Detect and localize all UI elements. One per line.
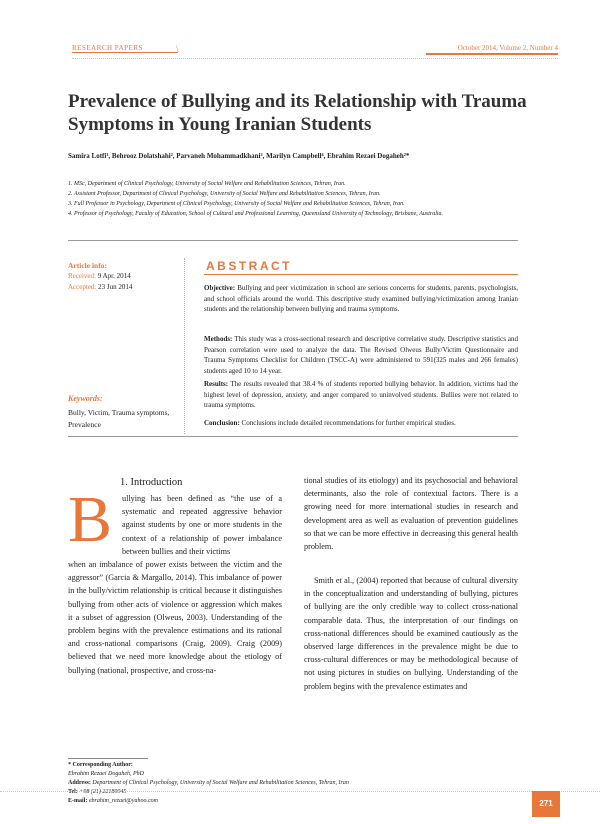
info-column-divider (184, 258, 185, 434)
corresponding-email (68, 798, 158, 804)
accepted-label: Accepted: (68, 283, 97, 291)
abstract-results (204, 379, 518, 411)
section-rule (72, 52, 178, 53)
methods-text: This study was a cross-sectional research and descriptive correlative study. Descriptive statistics and Pearson correlation were used to analyze the data. The Revised Olweus Bully/Victim Questionnaire and Trauma Symptoms Checklist for Children (TSCC-A) were administered to 591(325 males and 266 females) students aged 10 to 14 year. (204, 335, 518, 375)
abstract-heading: ABSTRACT (206, 259, 292, 273)
conclusion-label: Conclusion: (204, 419, 240, 427)
accepted-line (68, 283, 132, 291)
paper-title: Prevalence of Bullying and its Relationship with Trauma Symptoms in Young Iranian Students (68, 91, 527, 135)
section-slash: \ (176, 44, 179, 54)
tel-text: +98 (21) 22180045 (79, 789, 127, 795)
abstract-objective (204, 283, 518, 315)
email-text: ebrahim_rezaei@yahoo.com (88, 798, 158, 804)
objective-text: Bullying and peer victimization in school are serious concerns for students, parents, psychologists, and school officials around the world. This descriptive study examined bullying/victimization among Iranian students and the relationship between bullying and trauma symptoms. (204, 284, 519, 313)
results-text: The results revealed that 38.4 % of students reported bullying behavior. In addition, victims had the highest level of depression, anxiety, and anger compared to uninvolved students. Bullies were not related to trauma symptoms. (204, 380, 518, 409)
received-date: 9 Apr. 2014 (97, 272, 131, 280)
section-label: RESEARCH PAPERS (72, 44, 143, 52)
results-label: Results: (204, 380, 229, 388)
footer-divider (0, 791, 600, 792)
keywords-text: Bully, Victim, Trauma symptoms, Prevalence (68, 408, 170, 429)
footnote-rule (68, 758, 148, 759)
methods-label: Methods: (204, 335, 233, 343)
abstract-methods (204, 334, 518, 376)
received-label: Received: (68, 272, 96, 280)
affiliation-divider (68, 240, 518, 241)
drop-cap: B (68, 483, 113, 556)
corresponding-tel (68, 789, 126, 795)
conclusion-text: Conclusions include detailed recommendations for further empirical studies. (241, 419, 456, 427)
intro-paragraph-3: Smith et al., (2004) reported that because of cultural diversity in the conceptualization and understanding of bullying, pictures of bullying are the only credible way to collect cross-national comparable data. Thus, the interpretation of our findings on cross-national differences should be examined cautiously as the observed large differences in the prevalence might be due to cross-cultural differences or may be methodological because of not using pictures in studies on bullying. Understanding of the problem begins with the prevalence estimates and (304, 576, 518, 691)
author-list: Samira Lotfi¹, Behrooz Dolatshahi², Parvaneh Mohammadkhani³, Marilyn Campbell⁴, Ebrahim Rezaei Dogaheh²* (68, 152, 410, 160)
received-line (68, 272, 131, 280)
issue-label: October 2014, Volume 2, Number 4 (457, 44, 558, 52)
corresponding-address (68, 780, 518, 786)
issue-bar (426, 53, 558, 55)
address-label: Address: (68, 780, 91, 786)
affiliation-1: 1. MSc, Department of Clinical Psychology, University of Social Welfare and Rehabilitation Sciences, Tehran, Iran. (68, 181, 346, 187)
intro-paragraph-1-rest: when an imbalance of power exists between the victim and the aggressor” (Garcia & Margallo, 2014). This imbalance of power in the bully/victim relationship is critical because it distinguishes bullying from other acts of violence or aggression which makes it a subset of aggression (Olweus, 2003). Understanding of the problem begins with the prevalence estimations and its rational and cross-national comparisons (Craig, 2009). Craig (2009) believed that we need more knowledge about the etiology of bullying (national, prospective, and cross-na- (68, 560, 282, 675)
abstract-divider (68, 436, 518, 437)
corresponding-author-heading: * Corresponding Author: (68, 762, 133, 768)
abstract-conclusion (204, 418, 518, 429)
objective-label: Objective: (204, 284, 236, 292)
accepted-date: 23 Jun 2014 (98, 283, 133, 291)
tel-label: Tel: (68, 789, 78, 795)
email-label: E-mail: (68, 798, 88, 804)
intro-paragraph-1-start: ullying has been defined as “the use of a systematic and repeated aggressive behavior against students by one or more students in the context of a relationship of power imbalance between bullies and their victims (122, 494, 282, 556)
intro-paragraph-2: tional studies of its etiology) and its psychosocial and behavioral determinants, also the role of contextual factors. There is a growing need for more international studies in research and development area as well as evaluation of prevention guidelines so that we can be more effective in decreasing this general health problem. (304, 476, 518, 552)
affiliation-3: 3. Full Professor in Psychology, Department of Clinical Psychology, University of Social Welfare and Rehabilitation Sciences, Tehran, Iran. (68, 201, 405, 207)
header-divider (72, 58, 558, 59)
corresponding-author-name: Ebrahim Rezaei Dogaheh, PhD (68, 771, 144, 777)
address-text: Department of Clinical Psychology, University of Social Welfare and Rehabilitation Sciences, Tehran, Iran (92, 780, 349, 786)
page-number: 271 (532, 791, 560, 817)
article-info-heading: Article info: (68, 261, 107, 270)
abstract-rule (204, 274, 518, 275)
affiliation-2: 2. Assistant Professor, Department of Clinical Psychology, University of Social Welfare and Rehabilitation Sciences, Tehran, Iran. (68, 191, 381, 197)
introduction-heading: 1. Introduction (120, 477, 183, 488)
keywords-heading: Keywords: (68, 394, 103, 403)
affiliation-4: 4. Professor of Psychology, Faculty of Education, School of Cultural and Professional Learning, Queensland University of Technology, Brisbane, Australia. (68, 211, 444, 217)
